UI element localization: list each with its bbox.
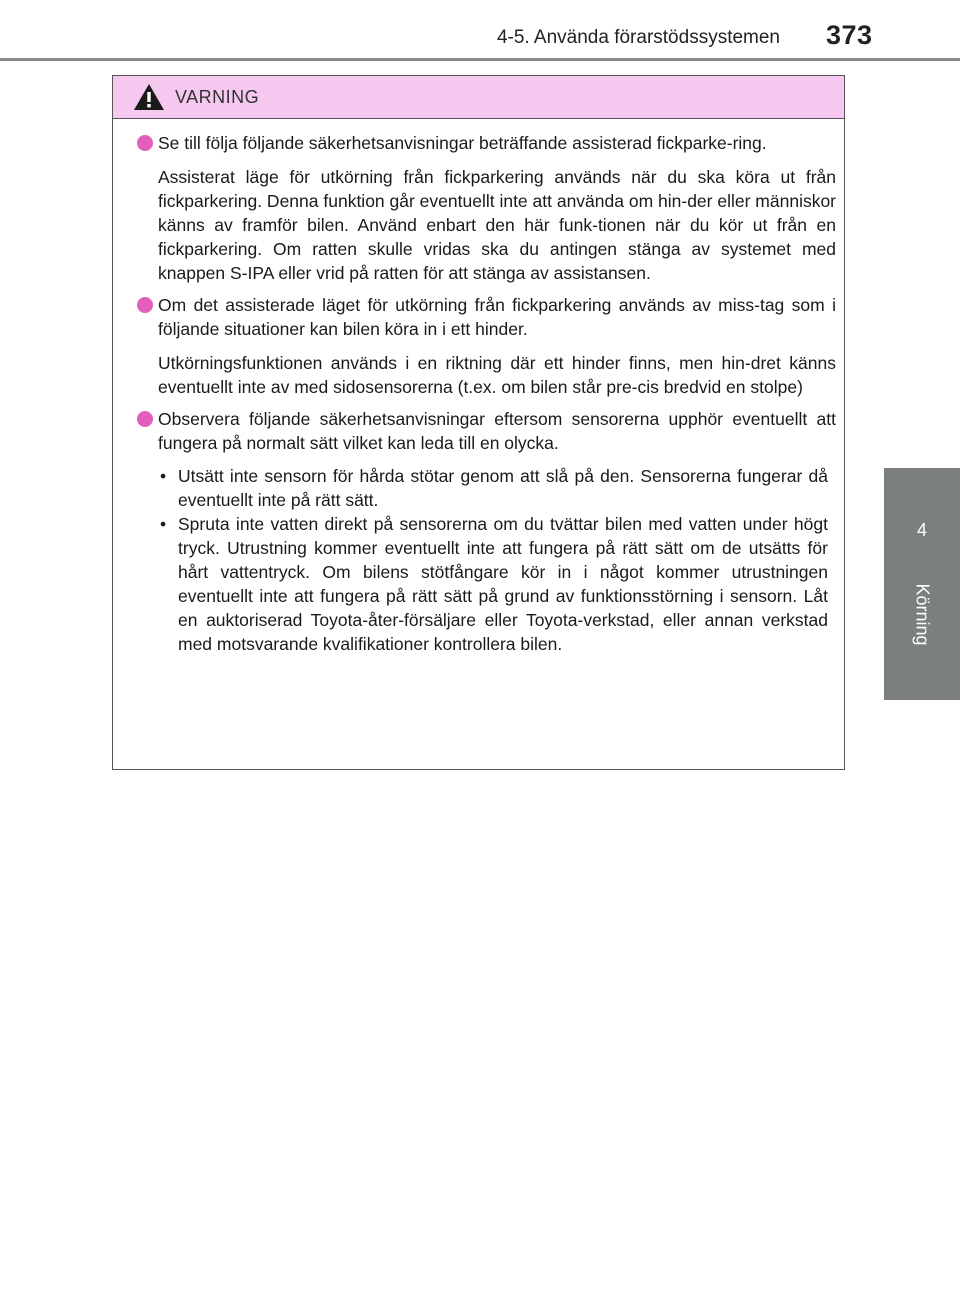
- bullet-dot-icon: [137, 411, 153, 427]
- warning-subitem: [158, 464, 828, 512]
- header-divider: [0, 58, 960, 61]
- small-bullet-icon: •: [160, 466, 167, 486]
- small-bullet-icon: •: [160, 514, 167, 534]
- warning-item: [137, 407, 836, 656]
- warning-triangle-icon: [133, 83, 165, 111]
- warning-subitem-text: Spruta inte vatten direkt på sensorerna om du tvättar bilen med vatten under högt tryck. Utrustning kommer eventuellt inte att fungera på rätt sätt om de utsätts för hårt vattentryck. Om bilens stötfångare kör in i något kommer utrustningen eventuellt inte att fungera på rätt sätt på grund av funktionsstörning i sensorn. Låt en auktoriserad Toyota-åter-försäljare eller Toyota-verkstad, eller annan verkstad med motsvarande kvalifikationer kontrollera bilen.: [178, 514, 828, 654]
- warning-item: [137, 293, 836, 399]
- chapter-tab: [884, 468, 960, 700]
- warning-subitem-list: [158, 464, 836, 656]
- bullet-dot-icon: [137, 135, 153, 151]
- warning-item-text: Observera följande säkerhetsanvisningar eftersom sensorerna upphör eventuellt att fungera på normalt sätt vilket kan leda till en olycka.: [158, 409, 836, 453]
- bullet-dot-icon: [137, 297, 153, 313]
- warning-subitem-text: Utsätt inte sensorn för hårda stötar genom att slå på den. Sensorerna fungerar då eventuellt inte på rätt sätt.: [178, 466, 828, 510]
- warning-subitem: [158, 512, 828, 656]
- chapter-number: 4: [916, 520, 927, 540]
- warning-item-detail: Assisterat läge för utkörning från fickparkering används när du ska köra ut från fickparkering. Denna funktion går eventuellt inte att använda om hin-der eller människor känns av framför bilen. Använd enbart den här funk-tionen när du kör ut från en fickparkering. Om ratten skulle vridas ska du antingen stänga av systemet med knappen S-IPA eller vrid på ratten för att stänga av assistansen.: [158, 167, 837, 283]
- warning-title: VARNING: [175, 86, 260, 107]
- page-number: 373: [826, 20, 873, 50]
- warning-header: [113, 76, 844, 119]
- warning-item-detail: Utkörningsfunktionen används i en riktning där ett hinder finns, men hin-dret känns eventuellt inte av med sidosensorerna (t.ex. om bilen står pre-cis bredvid en stolpe): [158, 353, 836, 397]
- warning-body: [113, 119, 844, 656]
- chapter-label: Körning: [912, 582, 933, 646]
- warning-item-text: Om det assisterade läget för utkörning från fickparkering används av miss-tag som i följande situationer kan bilen köra in i ett hinder.: [158, 295, 836, 339]
- warning-item-text: Se till följa följande säkerhetsanvisningar beträffande assisterad fickparke-ring.: [158, 133, 767, 153]
- chapter-label-wrap: [884, 564, 960, 664]
- warning-item: [137, 131, 836, 285]
- section-title: 4-5. Använda förarstödssystemen: [496, 27, 780, 48]
- warning-box: [112, 75, 845, 770]
